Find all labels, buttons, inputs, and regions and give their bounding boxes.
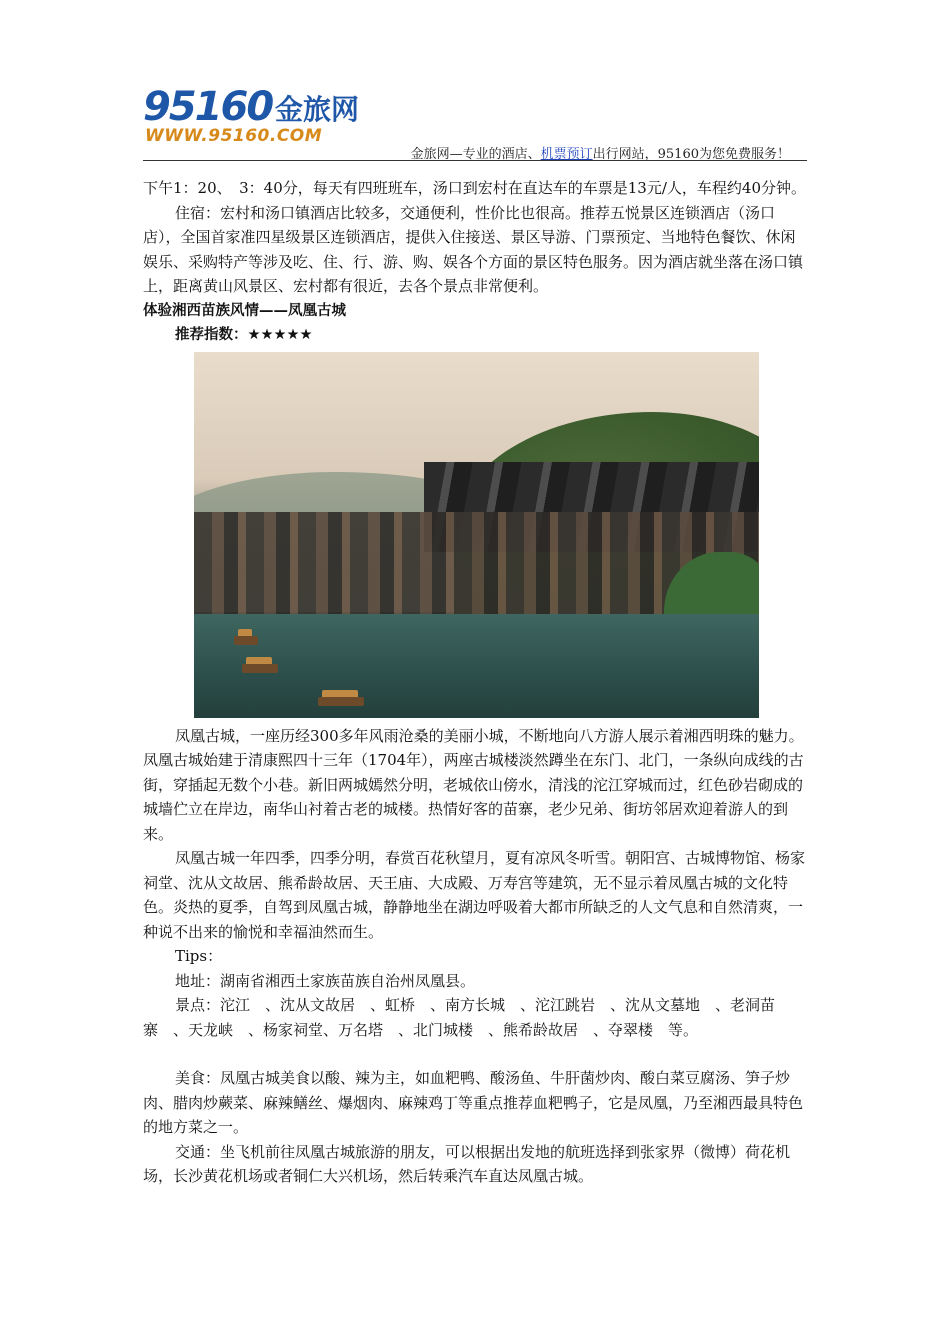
article-content xyxy=(143,176,809,1189)
tips-label: Tips： xyxy=(175,947,223,965)
blank-line xyxy=(143,1042,809,1066)
paragraph-fenghuang-intro: 凤凰古城，一座历经300多年风雨沧桑的美丽小城，不断地向八方游人展示着湘西明珠的魅力。凤凰古城始建于清康熙四十三年（1704年），两座古城楼淡然蹲坐在东门、北门，一条纵向成线的古街，穿插起无数个小巷。新旧两城嫣然分明，老城依山傍水，清浅的沱江穿城而过，红色砂岩砌成的城墙伫立在岸边，南华山衬着古老的城楼。热情好客的苗寨，老少兄弟、街坊邻居欢迎着游人的到来。 xyxy=(143,726,804,843)
section-title: 体验湘西苗族风情——凤凰古城 xyxy=(143,302,346,319)
logo-name: 金旅网 xyxy=(275,93,360,126)
tips-address: 地址：湖南省湘西土家族苗族自治州凤凰县。 xyxy=(175,971,476,990)
paragraph-accommodation: 住宿：宏村和汤口镇酒店比较多，交通便利，性价比也很高。推荐五悦景区连锁酒店（汤口店），全国首家准四星级景区连锁酒店，提供入住接送、景区导游、门票预定、当地特色餐饮、休闲娱乐、采购特产等涉及吃、住、行、游、购、娱各个方面的景区特色服务。因为酒店就坐落在汤口镇上，距离黄山风景区、宏村都有很近，去各个景点非常便利。 xyxy=(143,203,804,295)
slogan-before: 金旅网—专业的酒店、 xyxy=(410,147,541,162)
tips-food: 美食：凤凰古城美食以酸、辣为主，如血粑鸭、酸汤鱼、牛肝菌炒肉、酸白菜豆腐汤、笋子炒肉、腊肉炒蕨菜、麻辣鳝丝、爆烟肉、麻辣鸡丁等重点推荐血粑鸭子，它是凤凰，乃至湘西最具特色的地方菜之一。 xyxy=(143,1069,804,1136)
logo-number: 95160 xyxy=(143,84,273,130)
paragraph-fenghuang-seasons: 凤凰古城一年四季，四季分明，春赏百花秋望月，夏有凉风冬听雪。朝阳宫、古城博物馆、杨家祠堂、沈从文故居、熊希龄故居、天王庙、大成殿、万寿宫等建筑，无不显示着凤凰古城的文化特色。炎热的夏季，自驾到凤凰古城，静静地坐在湖边呼吸着大都市所缺乏的人文气息和自然清爽，一种说不出来的愉悦和幸福油然而生。 xyxy=(143,849,806,941)
slogan-after: 出行网站，95160为您免费服务！ xyxy=(592,147,790,162)
header-divider xyxy=(143,160,807,161)
fenghuang-photo xyxy=(194,352,759,718)
site-logo[interactable] xyxy=(143,84,373,150)
logo-url: WWW.95160.COM xyxy=(145,126,323,146)
tips-sights: 景点：沱江 、沈从文故居 、虹桥 、南方长城 、沱江跳岩 、沈从文墓地 、老洞苗寨 、天龙峡 、杨家祠堂、万名塔 、北门城楼 、熊希龄故居 、夺翠楼 等。 xyxy=(143,996,776,1039)
flight-booking-link[interactable]: 机票预订 xyxy=(540,147,593,162)
tips-transport: 交通：坐飞机前往凤凰古城旅游的朋友，可以根据出发地的航班选择到张家界（微博）荷花机场，长沙黄花机场或者铜仁大兴机场，然后转乘汽车直达凤凰古城。 xyxy=(143,1142,791,1185)
rating-label: 推荐指数：★★★★★ xyxy=(175,327,313,343)
paragraph-bus-schedule: 下午1：20、 3：40分，每天有四班班车，汤口到宏村在直达车的车票是13元/人，车程约40分钟。 xyxy=(143,179,806,197)
